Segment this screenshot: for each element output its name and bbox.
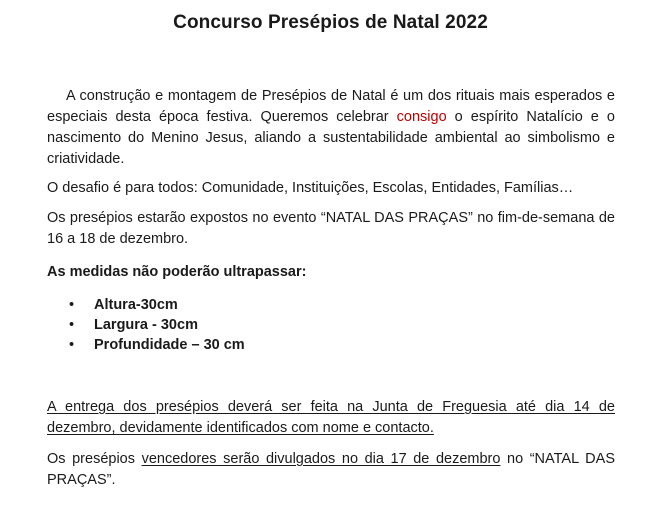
winners-underlined: vencedores serão divulgados no dia 17 de dezembro (141, 451, 501, 467)
winners-paragraph (47, 449, 615, 491)
bullet-icon: • (69, 297, 75, 313)
intro-text-start: A construção e montagem de Presépios de Natal é um dos rituais mais esperados e especiais desta época festiva. Queremos celebrar (47, 88, 615, 125)
list-item (47, 295, 245, 315)
bullet-icon: • (69, 337, 75, 353)
measure-depth: Profundidade – 30 cm (94, 337, 245, 353)
page-title: Concurso Presépios de Natal 2022 (173, 12, 488, 33)
winners-text-end: no “NATAL DAS PRAÇAS”. (47, 451, 615, 488)
bullet-icon: • (69, 317, 75, 333)
delivery-paragraph: A entrega dos presépios deverá ser feita na Junta de Freguesia até dia 14 de dezembro, devidamente identificados com nome e contacto. (47, 399, 615, 436)
intro-paragraph (47, 86, 615, 170)
intro-highlight: consigo (396, 109, 447, 125)
measures-list (47, 295, 245, 355)
measure-width: Largura - 30cm (94, 317, 198, 333)
measure-height: Altura-30cm (94, 297, 178, 313)
intro-text-end: o espírito Natalício e o nascimento do Menino Jesus, aliando a sustentabilidade ambiental ao simbolismo e criatividade. (47, 109, 615, 167)
challenge-paragraph: O desafio é para todos: Comunidade, Instituições, Escolas, Entidades, Famílias… (47, 180, 574, 196)
winners-text-start: Os presépios (47, 451, 142, 467)
list-item (47, 335, 245, 355)
measures-heading: As medidas não poderão ultrapassar: (47, 264, 307, 280)
exhibition-paragraph: Os presépios estarão expostos no evento “NATAL DAS PRAÇAS” no fim-de-semana de 16 a 18 de dezembro. (47, 210, 615, 247)
list-item (47, 315, 245, 335)
